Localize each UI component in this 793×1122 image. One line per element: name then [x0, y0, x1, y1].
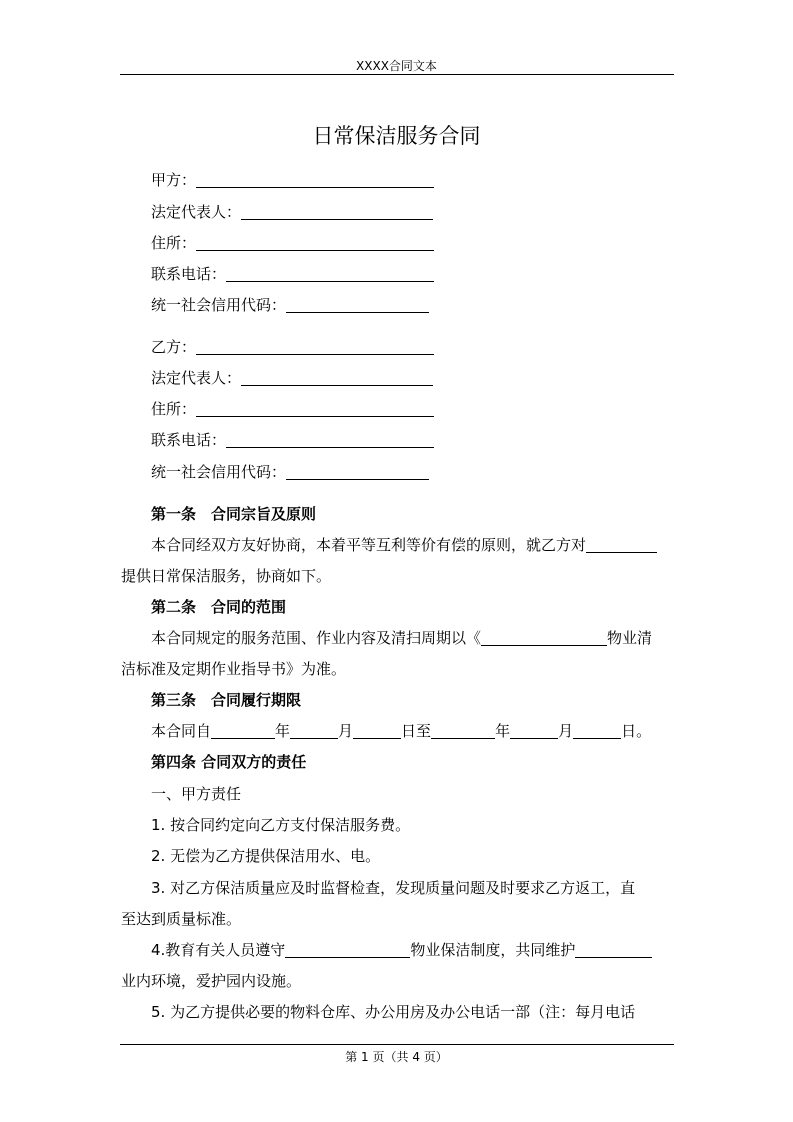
term-to-label: 日至 [401, 722, 432, 740]
duty-item-4-text-a: 4.教育有关人员遵守 [151, 941, 286, 959]
duty-item-4-text-b: 物业保洁制度，共同维护 [410, 941, 576, 959]
term-start-month-blank [290, 722, 338, 739]
party-b-name-blank [196, 338, 434, 355]
term-end-year-blank [431, 722, 495, 739]
article-1-blank [586, 536, 657, 553]
party-a-name-label: 甲方： [151, 171, 197, 189]
party-b-addr-label: 住所： [151, 400, 197, 418]
party-a-phone-label: 联系电话： [151, 265, 227, 283]
document-title: 日常保洁服务合同 [312, 124, 481, 148]
duty-item-4-line-2: 业内环境，爱护园内设施。 [121, 972, 302, 990]
article-2-line-1 [151, 629, 652, 647]
term-start-label: 本合同自 [151, 722, 212, 740]
term-start-year-blank [211, 722, 275, 739]
term-end-day-label: 日。 [621, 722, 652, 740]
party-a-rep-blank [241, 203, 433, 220]
party-a-name-blank [196, 171, 434, 188]
article-3-term-line [151, 722, 651, 740]
party-a-rep-row [151, 203, 433, 221]
page-footer: 第 1 页（共 4 页） [345, 1050, 448, 1064]
duty-item-5-line-1: 5. 为乙方提供必要的物料仓库、办公用房及办公电话一部（注：每月电话 [151, 1003, 636, 1021]
article-4-heading: 第四条 合同双方的责任 [151, 753, 307, 771]
party-b-rep-blank [241, 369, 433, 386]
term-end-month-blank [510, 722, 558, 739]
article-2-text-b: 物业清 [607, 629, 653, 647]
party-a-code-row [151, 296, 429, 314]
article-1-text: 本合同经双方友好协商，本着平等互利等价有偿的原则，就乙方对 [151, 536, 587, 554]
party-b-code-label: 统一社会信用代码： [151, 463, 287, 481]
term-month-label: 月 [338, 722, 354, 740]
article-2-heading: 第二条 合同的范围 [151, 598, 287, 616]
party-a-code-label: 统一社会信用代码： [151, 296, 287, 314]
duty-item-4-line-1 [151, 941, 652, 959]
party-a-rep-label: 法定代表人： [151, 203, 242, 221]
party-b-phone-blank [226, 431, 434, 448]
article-1-heading: 第一条 合同宗旨及原则 [151, 505, 317, 523]
page-header: XXXX合同文本 [356, 59, 437, 73]
party-b-addr-blank [196, 400, 434, 417]
duty-item-4-blank-2 [575, 941, 652, 958]
party-b-phone-label: 联系电话： [151, 431, 227, 449]
term-start-day-blank [353, 722, 401, 739]
party-b-rep-row [151, 369, 433, 387]
party-b-rep-label: 法定代表人： [151, 369, 242, 387]
article-3-heading: 第三条 合同履行期限 [151, 691, 302, 709]
duty-item-2: 2. 无偿为乙方提供保洁用水、电。 [151, 847, 381, 865]
party-a-name-row [151, 171, 434, 189]
article-1-line-2: 提供日常保洁服务，协商如下。 [121, 567, 332, 585]
footer-divider [120, 1044, 674, 1045]
party-a-addr-row [151, 234, 434, 252]
term-end-month-label: 月 [558, 722, 574, 740]
party-b-addr-row [151, 400, 434, 418]
article-1-line-1 [151, 536, 657, 554]
party-b-name-row [151, 338, 434, 356]
party-b-code-row [151, 463, 429, 481]
party-b-phone-row [151, 431, 434, 449]
term-end-day-blank [573, 722, 621, 739]
party-a-addr-label: 住所： [151, 234, 197, 252]
term-end-year-label: 年 [495, 722, 511, 740]
party-b-code-blank [286, 463, 429, 480]
duty-item-3-line-2: 至达到质量标准。 [121, 910, 242, 928]
duty-item-4-blank-1 [285, 941, 410, 958]
party-a-duties-heading: 一、甲方责任 [151, 785, 242, 803]
party-b-name-label: 乙方： [151, 338, 197, 356]
duty-item-1: 1. 按合同约定向乙方支付保洁服务费。 [151, 816, 411, 834]
article-2-blank [481, 629, 607, 646]
party-a-phone-row [151, 265, 434, 283]
party-a-phone-blank [226, 265, 434, 282]
duty-item-3-line-1: 3. 对乙方保洁质量应及时监督检查，发现质量问题及时要求乙方返工，直 [151, 879, 636, 897]
term-year-label: 年 [275, 722, 291, 740]
article-2-text-a: 本合同规定的服务范围、作业内容及清扫周期以《 [151, 629, 482, 647]
header-divider [120, 74, 674, 75]
article-2-line-2: 洁标准及定期作业指导书》为准。 [121, 660, 347, 678]
party-a-addr-blank [196, 234, 434, 251]
party-a-code-blank [286, 296, 429, 313]
